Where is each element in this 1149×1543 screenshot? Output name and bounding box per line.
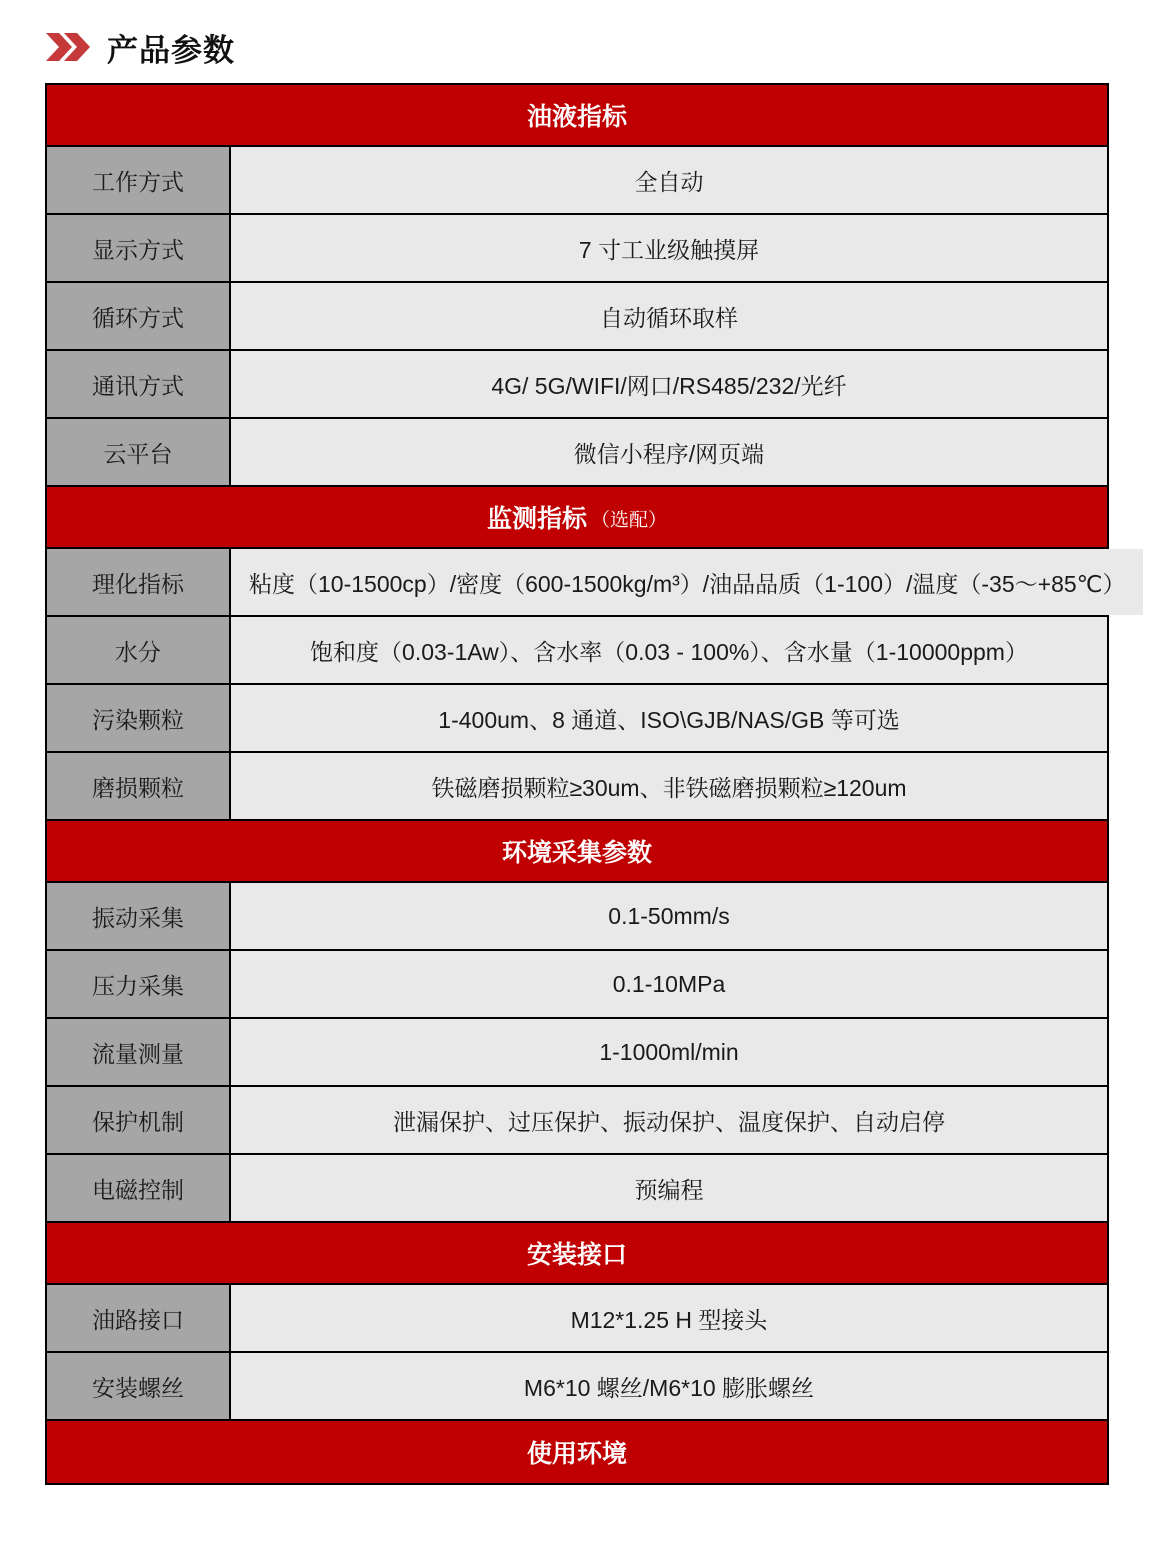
table-row <box>47 685 1107 753</box>
row-value: M12*1.25 H 型接头 <box>231 1285 1107 1351</box>
row-value: 0.1-50mm/s <box>231 883 1107 949</box>
row-value: 预编程 <box>231 1155 1107 1221</box>
row-value: 饱和度（0.03-1Aw）、含水率（0.03 - 100%）、含水量（1-10000ppm） <box>231 617 1107 683</box>
table-row <box>47 1087 1107 1155</box>
section-header <box>47 1223 1107 1285</box>
table-row <box>47 753 1107 821</box>
row-label: 云平台 <box>47 419 231 485</box>
section-header <box>47 85 1107 147</box>
row-label: 安装螺丝 <box>47 1353 231 1419</box>
row-value: 自动循环取样 <box>231 283 1107 349</box>
table-row <box>47 1285 1107 1353</box>
row-label: 振动采集 <box>47 883 231 949</box>
row-value: 全自动 <box>231 147 1107 213</box>
row-label: 保护机制 <box>47 1087 231 1153</box>
section-header-title: 安装接口 <box>526 1241 627 1269</box>
row-value: 4G/ 5G/WIFI/网口/RS485/232/光纤 <box>231 351 1107 417</box>
table-row <box>47 1019 1107 1087</box>
section-header <box>47 1421 1107 1483</box>
row-label: 工作方式 <box>47 147 231 213</box>
row-value: M6*10 螺丝/M6*10 膨胀螺丝 <box>231 1353 1107 1419</box>
row-value: 1-400um、8 通道、ISO\GJB/NAS/GB 等可选 <box>231 685 1107 751</box>
section-header <box>47 821 1107 883</box>
row-value: 7 寸工业级触摸屏 <box>231 215 1107 281</box>
row-value: 1-1000ml/min <box>231 1019 1107 1085</box>
double-chevron-right-icon <box>45 31 91 63</box>
table-row <box>47 215 1107 283</box>
table-row <box>47 351 1107 419</box>
row-label: 循环方式 <box>47 283 231 349</box>
page-title: 产品参数 <box>107 32 235 68</box>
row-label: 理化指标 <box>47 549 231 615</box>
table-row <box>47 617 1107 685</box>
section-header-title: 监测指标 <box>486 505 587 533</box>
row-label: 通讯方式 <box>47 351 231 417</box>
row-label: 水分 <box>47 617 231 683</box>
product-spec-table <box>45 83 1126 1485</box>
row-label: 油路接口 <box>47 1285 231 1351</box>
section-header-title: 使用环境 <box>526 1440 627 1468</box>
row-label: 压力采集 <box>47 951 231 1017</box>
row-label: 流量测量 <box>47 1019 231 1085</box>
table-row <box>47 951 1107 1019</box>
table-row <box>47 1353 1107 1421</box>
section-header-title: 油液指标 <box>526 103 627 131</box>
row-label: 电磁控制 <box>47 1155 231 1221</box>
page-header <box>0 0 1149 68</box>
row-label: 污染颗粒 <box>47 685 231 751</box>
section-header <box>47 487 1107 549</box>
table-row <box>47 283 1107 351</box>
row-label: 显示方式 <box>47 215 231 281</box>
row-value: 微信小程序/网页端 <box>231 419 1107 485</box>
row-label: 磨损颗粒 <box>47 753 231 819</box>
table-row <box>47 1155 1107 1223</box>
row-value: 泄漏保护、过压保护、振动保护、温度保护、自动启停 <box>231 1087 1107 1153</box>
row-value: 0.1-10MPa <box>231 951 1107 1017</box>
table-row <box>47 419 1107 487</box>
row-value: 粘度（10-1500cp）/密度（600-1500kg/m³）/油品品质（1-100）/温度（-35～+85℃） <box>231 549 1143 615</box>
section-header-note: （选配） <box>591 509 668 531</box>
table-row <box>47 883 1107 951</box>
section-header-title: 环境采集参数 <box>501 839 652 867</box>
table-row <box>47 549 1126 617</box>
table-row <box>47 147 1107 215</box>
row-value: 铁磁磨损颗粒≥30um、非铁磁磨损颗粒≥120um <box>231 753 1107 819</box>
